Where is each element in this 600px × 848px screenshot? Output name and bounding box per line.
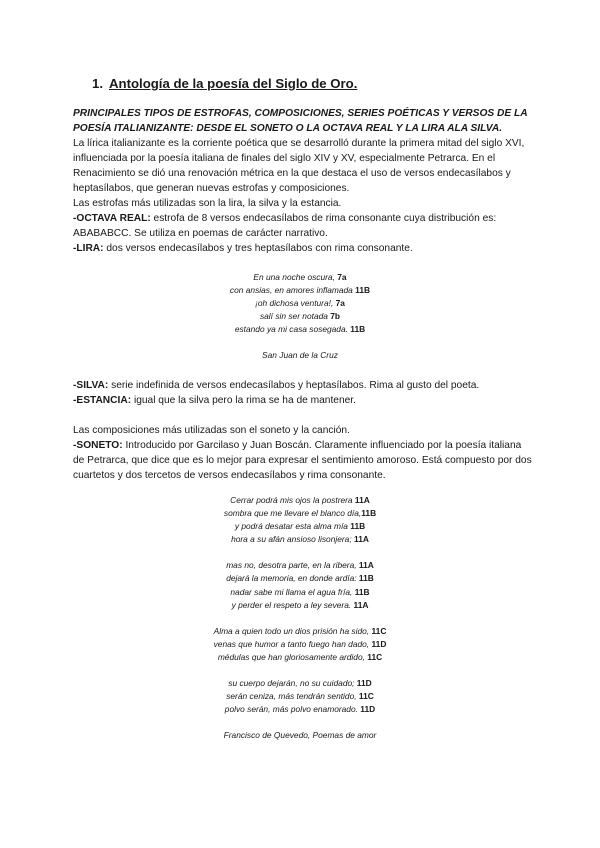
poem-line: Cerrar podrá mis ojos la postrera 11A <box>230 495 370 505</box>
poem-line: hora a su afán ansioso lisonjera; 11A <box>231 534 369 545</box>
soneto-text: Introducido por Garcilaso y Juan Boscán. Claramente influenciado por la poesía italiana de Petrarca, que dice que es lo mejor para expresar el sentimiento amoroso. Está compuesto por dos cuartetos y dos tercetos de versos endecasílabos y rima consonante. <box>73 440 532 481</box>
poem-line: ¡oh dichosa ventura!, 7a <box>255 298 345 309</box>
soneto-label: -SONETO: <box>73 440 123 451</box>
poem-line: mas no, desotra parte, en la ribera, 11A <box>226 560 374 571</box>
poem-line: estando ya mi casa sosegada. 11B <box>234 324 366 335</box>
stanza-types-paragraph: Las estrofas más utilizadas son la lira, la silva y la estancia. <box>73 198 342 209</box>
poem-line: médulas que han gloriosamente ardido, 11C <box>217 651 383 662</box>
estancia-text: igual que la silva pero la rima se ha de mantener. <box>131 395 356 406</box>
estancia-label: -ESTANCIA: <box>73 395 132 406</box>
poem-author: San Juan de la Cruz <box>262 350 338 361</box>
poem-line: dejará la memoria, en donde ardía: 11B <box>226 573 374 584</box>
page-title <box>92 76 357 91</box>
lira-label: -LIRA: <box>73 243 104 254</box>
poem-line: polvo serán, más polvo enamorado. 11D <box>224 704 376 715</box>
intro-paragraph: La lírica italianizante es la corriente poética que se desarrolló durante la primera mitad del siglo XVI, influenciada por la poesía italiana de finales del siglo XIV y XV, especialmente Petrarca. En el Renacimiento se dió una renovación métrica en la que destaca el uso de versos endecasílabos y heptasílabos, que generan nuevas estrofas y composiciones. <box>73 138 525 194</box>
heading-number: 1. <box>92 76 103 91</box>
poem-line: serán ceniza, más tendrán sentido, 11C <box>226 691 374 702</box>
soneto-definition <box>73 438 535 483</box>
lira-definition <box>73 241 535 256</box>
intro-section <box>73 106 535 256</box>
middle-section <box>73 378 535 483</box>
poem-line: y podrá desatar esta alma mía 11B <box>234 521 366 532</box>
poem-line: salí sin ser notada 7b <box>259 311 341 322</box>
lira-text: dos versos endecasílabos y tres heptasílabos con rima consonante. <box>103 243 413 254</box>
silva-label: -SILVA: <box>73 380 109 391</box>
octava-real-text: estrofa de 8 versos endecasílabos de rima consonante cuya distribución es: ABABABCC. Se utiliza en poemas de carácter narrativo. <box>73 213 497 239</box>
heading-title: Antología de la poesía del Siglo de Oro. <box>109 76 358 91</box>
section-subheading: PRINCIPALES TIPOS DE ESTROFAS, COMPOSICIONES, SERIES POÉTICAS Y VERSOS DE LA POESÍA ITALIANIZANTE: DESDE EL SONETO O LA OCTAVA REAL Y LA LIRA ALA SILVA. <box>73 108 528 134</box>
estancia-definition <box>73 393 535 408</box>
poem-line: su cuerpo dejarán, no su cuidado; 11D <box>228 678 372 689</box>
poem-line: nadar sabe mi llama el agua fría, 11B <box>230 586 370 597</box>
silva-text: serie indefinida de versos endecasílabos y heptasílabos. Rima al gusto del poeta. <box>108 380 480 391</box>
poem-line: y perder el respeto a ley severa. 11A <box>231 599 369 610</box>
poem-line: En una noche oscura, 7a <box>253 272 347 282</box>
octava-real-label: -OCTAVA REAL: <box>73 213 151 224</box>
silva-definition <box>73 378 535 393</box>
poem-line: Alma a quien todo un dios prisión ha sido, 11C <box>213 625 387 636</box>
poem-line: con ansias, en amores inflamada 11B <box>229 285 371 296</box>
octava-real-definition <box>73 211 535 241</box>
compositions-paragraph: Las composiciones más utilizadas son el soneto y la canción. <box>73 425 350 436</box>
poem-line: venas que humor a tanto fuego han dado, 11D <box>213 638 387 649</box>
poem-author: Francisco de Quevedo, Poemas de amor <box>223 730 377 741</box>
poem-lira <box>0 271 600 363</box>
poem-line: sombra que me llevare el blanco día,11B <box>223 508 377 519</box>
poem-soneto <box>0 494 600 742</box>
